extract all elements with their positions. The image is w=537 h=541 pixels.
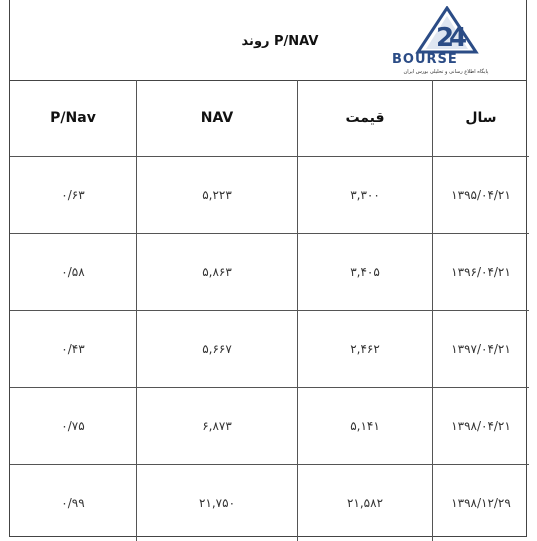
cell-nav: ۲۱,۷۵۰: [137, 465, 298, 541]
cell-pnav: ۰/۴۳: [10, 311, 137, 388]
cell-year: ۱۳۹۷/۰۴/۲۱: [433, 311, 530, 388]
cell-price: ۳,۴۰۵: [298, 234, 433, 311]
cell-year: ۱۳۹۵/۰۴/۲۱: [433, 157, 530, 234]
bourse-logo: [386, 6, 508, 76]
table-row: [10, 311, 529, 388]
header-pnav: P/Nav: [10, 80, 137, 157]
svg-text:4: 4: [449, 23, 468, 53]
page-title: P/NAV روند: [241, 34, 319, 49]
cell-price: ۲۱,۵۸۲: [298, 465, 433, 541]
cell-year: ۱۳۹۸/۱۲/۲۹: [433, 465, 530, 541]
header-year: سال: [433, 80, 530, 157]
header-nav: NAV: [137, 80, 298, 157]
title-bar: [10, 0, 526, 81]
cell-year: ۱۳۹۸/۰۴/۲۱: [433, 388, 530, 465]
cell-nav: ۶,۸۷۳: [137, 388, 298, 465]
cell-nav: ۵,۶۶۷: [137, 311, 298, 388]
cell-year: ۱۳۹۶/۰۴/۲۱: [433, 234, 530, 311]
table-frame: [9, 0, 527, 537]
header-price: قیمت: [298, 80, 433, 157]
table-row: [10, 388, 529, 465]
table-row: [10, 465, 529, 541]
cell-price: ۵,۱۴۱: [298, 388, 433, 465]
cell-pnav: ۰/۹۹: [61, 496, 85, 510]
cell-nav: ۵,۲۲۳: [137, 157, 298, 234]
logo-tagline: پایگاه اطلاع رسانی و تحلیلی بورس ایران: [403, 69, 489, 75]
table-row: [10, 234, 529, 311]
logo-24-icon: [386, 6, 508, 56]
cell-price: ۳,۳۰۰: [298, 157, 433, 234]
table-header-row: [10, 80, 529, 157]
cell-pnav: ۰/۵۸: [10, 234, 137, 311]
pnav-table: [10, 80, 529, 541]
table-row: [10, 157, 529, 234]
logo-wordmark: BOURSE: [392, 52, 458, 67]
cell-pnav: ۰/۷۵: [10, 388, 137, 465]
svg-text:2: 2: [436, 23, 455, 53]
cell-nav: ۵,۸۶۳: [137, 234, 298, 311]
cell-price: ۲,۴۶۲: [298, 311, 433, 388]
cell-pnav: ۰/۶۳: [10, 157, 137, 234]
